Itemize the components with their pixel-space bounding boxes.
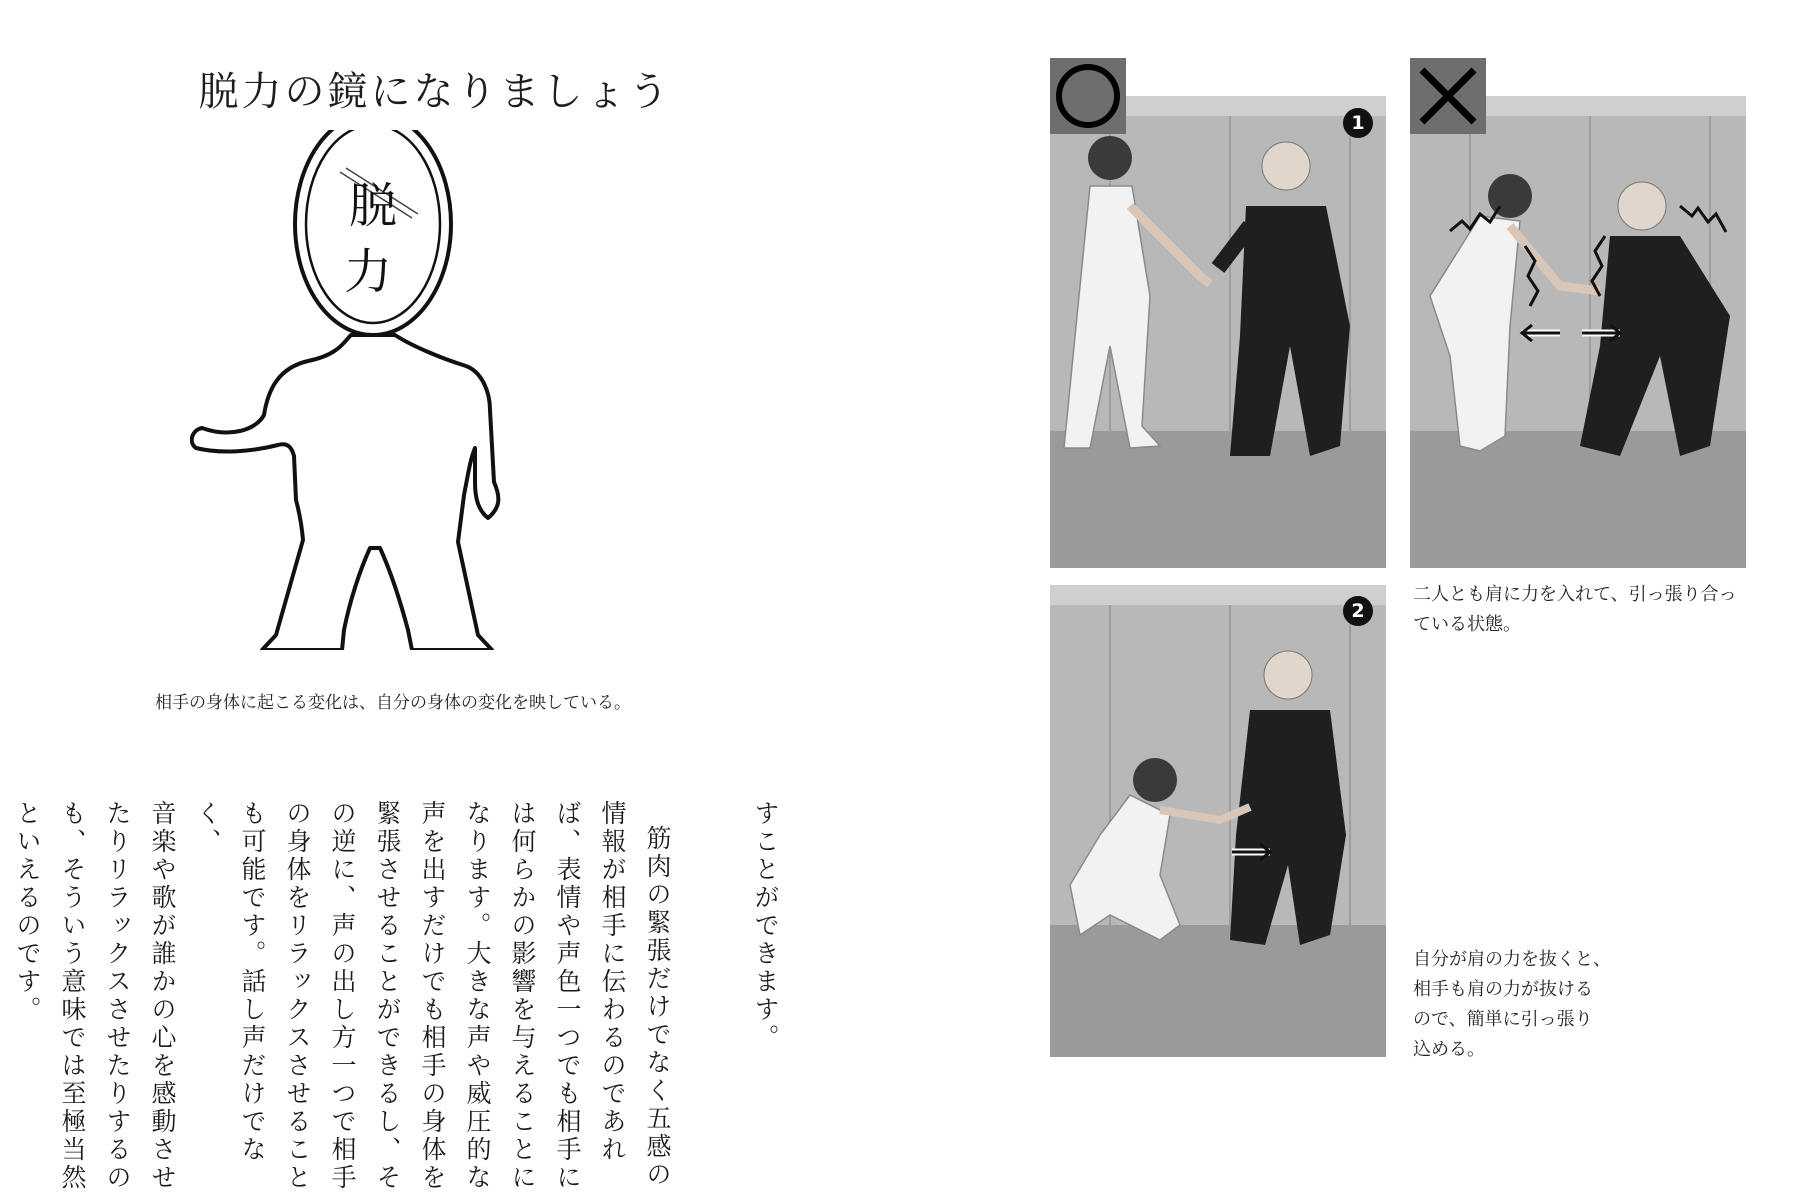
caption-line: 自分が肩の力を抜くと、 bbox=[1413, 949, 1611, 970]
caption-line: ので、簡単に引っ張り bbox=[1413, 1009, 1593, 1030]
body-line: の逆に、声の出し方一つで相手 bbox=[328, 800, 357, 1192]
body-line: といえるのです。 bbox=[13, 800, 42, 1024]
body-line: 筋肉の緊張だけでなく五感の bbox=[643, 825, 672, 1189]
body-line: 音楽や歌が誰かの心を感動させ bbox=[148, 800, 177, 1192]
body-text-continuation bbox=[724, 800, 788, 1195]
body-line: なります。大きな声や威圧的な bbox=[463, 800, 492, 1192]
photo-relaxed-step-1 bbox=[1050, 96, 1386, 568]
caption-line: 二人とも肩に力を入れて、引っ張り合っ bbox=[1413, 584, 1737, 605]
caption-line: 相手も肩の力が抜ける bbox=[1413, 979, 1593, 1000]
body-text-main bbox=[13, 800, 680, 1195]
body-line: も可能です。話し声だけでなく、 bbox=[193, 800, 267, 1164]
page-title: 脱力の鏡になりましょう bbox=[198, 69, 672, 115]
mirror-text-top: 脱 bbox=[348, 178, 398, 234]
cross-badge bbox=[1410, 58, 1486, 134]
body-line: 声を出すだけでも相手の身体を bbox=[418, 800, 447, 1192]
caption-line: ている状態。 bbox=[1413, 614, 1521, 635]
body-line: の身体をリラックスさせること bbox=[283, 800, 312, 1192]
mirror-text-bottom: 力 bbox=[343, 244, 393, 300]
caption-relaxed bbox=[1413, 945, 1611, 1065]
body-line: 緊張させることができるし、そ bbox=[373, 800, 402, 1192]
body-line: たりリラックスさせたりするの bbox=[103, 800, 132, 1192]
step-number-2: 2 bbox=[1343, 596, 1373, 626]
circle-mark-icon bbox=[1050, 58, 1126, 134]
caption-tense bbox=[1413, 580, 1737, 640]
illustration-caption: 相手の身体に起こる変化は、自分の身体の変化を映している。 bbox=[155, 693, 631, 713]
photo-tense-pulling bbox=[1410, 96, 1746, 568]
body-line: すことができます。 bbox=[751, 800, 780, 1052]
photo-scene bbox=[1050, 585, 1386, 1057]
photo-scene bbox=[1410, 96, 1746, 568]
circle-badge bbox=[1050, 58, 1126, 134]
caption-line: 込める。 bbox=[1413, 1039, 1485, 1060]
body-line: ば、表情や声色一つでも相手に bbox=[553, 800, 582, 1192]
cross-mark-icon bbox=[1410, 58, 1486, 134]
photo-relaxed-step-2 bbox=[1050, 585, 1386, 1057]
figure-body-outline bbox=[192, 335, 499, 650]
body-line: も、そういう意味では至極当然 bbox=[58, 800, 87, 1192]
step-number-1: 1 bbox=[1343, 108, 1373, 138]
body-line: は何らかの影響を与えることに bbox=[508, 800, 537, 1192]
mirror-figure-illustration bbox=[190, 130, 570, 650]
body-line: 情報が相手に伝わるのであれ bbox=[598, 800, 627, 1164]
photo-scene bbox=[1050, 96, 1386, 568]
